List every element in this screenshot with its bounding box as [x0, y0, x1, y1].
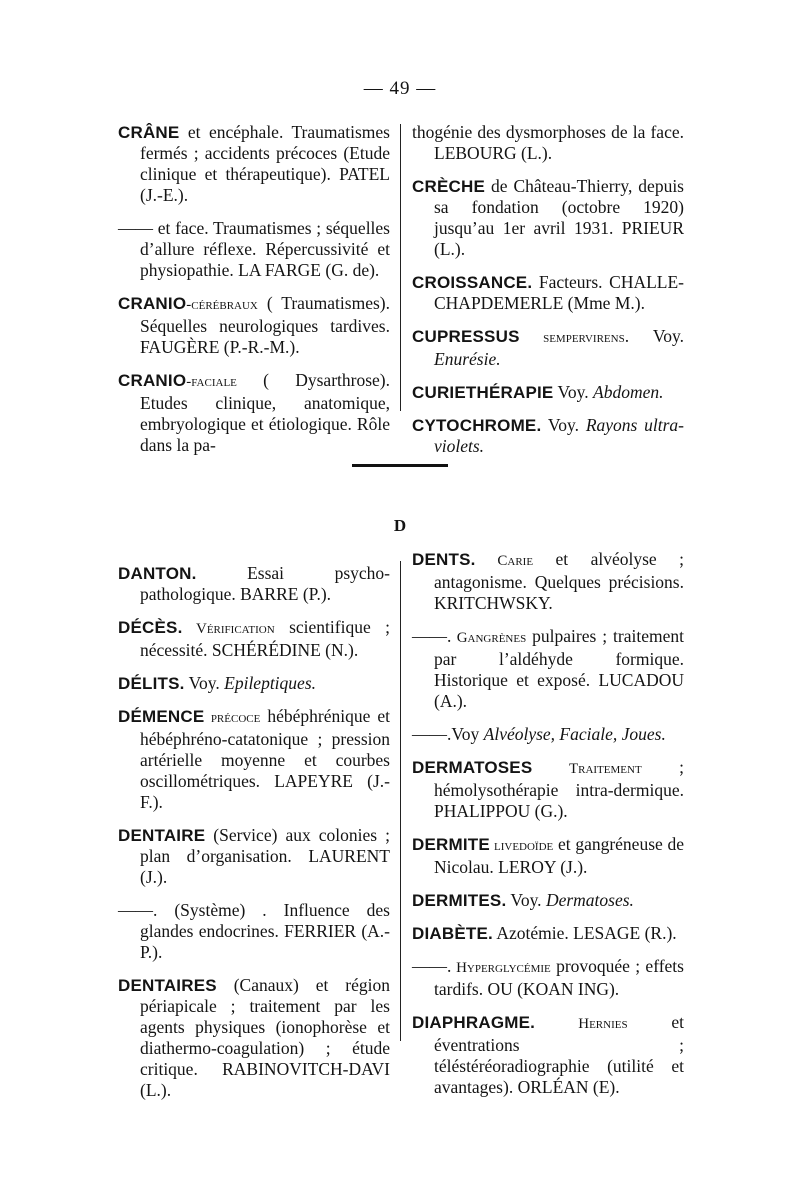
index-entry	[412, 834, 684, 878]
entry-heading: CRÂNE	[118, 123, 180, 142]
index-entry	[118, 122, 390, 206]
entry-subheading: Traitement	[532, 761, 642, 777]
entry-subheading: Carie	[475, 553, 534, 569]
entry-heading: DIAPHRAGME.	[412, 1013, 536, 1032]
index-entry	[118, 617, 390, 661]
entry-heading: CRÈCHE	[412, 177, 485, 196]
entry-crossref: Epileptiques.	[224, 673, 316, 693]
index-entry	[412, 890, 684, 911]
entry-text: pulpaires ; traitement par l’aldéhyde formique. Historique et exposé. LUCADOU (A.).	[434, 626, 684, 711]
entry-heading: DÉMENCE	[118, 707, 205, 726]
entry-heading: CYTOCHROME.	[412, 416, 542, 435]
entry-heading: DENTAIRE	[118, 826, 206, 845]
entry-heading: DERMATOSES	[412, 758, 533, 777]
column-top-left	[118, 122, 390, 468]
entry-heading: DANTON.	[118, 564, 197, 583]
index-entry	[412, 272, 684, 314]
entry-text: ; hémolysothérapie intra-dermique. PHALIPPOU (G.).	[434, 757, 684, 821]
index-entry	[412, 724, 684, 745]
entry-text: ( Traumatismes). Séquelles neurologiques tardives. FAUGÈRE (P.-R.-M.).	[140, 293, 390, 357]
entry-text: Voy.	[553, 382, 594, 402]
index-entry	[118, 218, 390, 281]
entry-text: et gangréneuse de Nicolau. LEROY (J.).	[434, 834, 685, 877]
entry-text: Facteurs. CHALLE-CHAPDEMERLE (Mme M.).	[434, 272, 684, 313]
entry-text: Voy.	[184, 673, 225, 693]
entry-subheading: -faciale	[186, 374, 237, 390]
entry-crossref: Dermatoses.	[545, 890, 634, 910]
entry-text: —— et face. Traumatismes ; séquelles d’allure réflexe. Répercussivité et physiopathie. LA FARGE (G. de).	[118, 218, 390, 280]
entry-crossref: Alvéolyse, Faciale, Joues.	[483, 724, 666, 744]
entry-text: ( Dysarthrose). Etudes clinique, anatomique, embryologique et étiologique. Rôle dans la pa-	[140, 370, 390, 455]
entry-text: et encéphale. Traumatismes fermés ; accidents précoces (Etude clinique et thérapeutique). PATEL (J.-E.).	[140, 122, 390, 205]
column-top-right	[412, 122, 684, 469]
entry-text: ——.Voy	[412, 724, 484, 744]
section-letter: D	[393, 516, 407, 535]
entry-heading: DENTAIRES	[118, 976, 217, 995]
column-bottom-left	[118, 563, 390, 1113]
index-entry	[118, 706, 390, 813]
index-entry	[412, 122, 684, 164]
index-entry	[412, 549, 684, 614]
entry-text: ——.	[412, 956, 452, 976]
column-divider-top	[400, 124, 401, 411]
entry-text: (Canaux) et région périapicale ; traitement par les agents physiques (ionophorèse et diathermo-coagulation) ; étude critique. RABINOVITCH-DAVI (L.).	[140, 975, 390, 1100]
index-entry	[412, 415, 684, 457]
index-entry	[412, 176, 684, 260]
index-entry	[118, 370, 390, 456]
entry-subheading: Hernies	[535, 1016, 628, 1032]
entry-heading: DERMITES.	[412, 891, 507, 910]
index-entry	[412, 956, 684, 1000]
index-entry	[118, 563, 390, 605]
index-entry	[412, 626, 684, 712]
index-entry	[412, 326, 684, 370]
entry-heading: CRANIO	[118, 294, 187, 313]
entry-heading: DÉLITS.	[118, 674, 185, 693]
index-entry	[118, 293, 390, 358]
entry-text: de Château-Thierry, depuis sa fondation (octobre 1920) jusqu’au 1er avril 1931. PRIEUR (L.).	[434, 176, 684, 259]
entry-heading: CRANIO	[118, 371, 187, 390]
entry-text: scientifique ; nécessité. SCHÉRÉDINE (N.).	[140, 617, 390, 660]
entry-text: ——. (Système) . Influence des glandes endocrines. FERRIER (A.-P.).	[118, 900, 390, 962]
entry-subheading: Vérification	[182, 621, 275, 637]
entry-heading: CURIETHÉRAPIE	[412, 383, 554, 402]
entry-crossref: Abdomen.	[593, 382, 664, 402]
entry-subheading: Gangrènes	[451, 630, 527, 646]
entry-heading: CUPRESSUS	[412, 327, 520, 346]
entry-heading: DENTS.	[412, 550, 476, 569]
entry-text: provoquée ; effets tardifs. OU (KOAN ING).	[434, 956, 684, 999]
column-bottom-right	[412, 549, 684, 1110]
entry-heading: CROISSANCE.	[412, 273, 533, 292]
entry-text: ——.	[412, 626, 452, 646]
entry-heading: DERMITE	[412, 835, 490, 854]
entry-crossref: Enurésie.	[434, 349, 501, 369]
entry-text: et alvéolyse ; antagonisme. Quelques précisions. KRITCHWSKY.	[434, 549, 684, 613]
entry-subheading: Hyperglycémie	[451, 960, 551, 976]
index-entry	[118, 673, 390, 694]
index-entry	[118, 825, 390, 888]
entry-crossref: Rayons ultra-violets.	[434, 415, 684, 456]
entry-subheading: -cérébraux	[186, 297, 258, 313]
index-entry	[412, 757, 684, 822]
index-entry	[118, 975, 390, 1101]
entry-text: thogénie des dysmorphoses de la face. LEBOURG (L.).	[412, 122, 684, 163]
entry-subheading: sempervirens	[519, 330, 625, 346]
index-entry	[118, 900, 390, 963]
entry-text: hébéphrénique et hébéphréno-catatonique ; pression artérielle moyenne et courbes oscillométriques. LAPEYRE (J.-F.).	[140, 706, 390, 812]
entry-subheading: livedoïde	[489, 838, 554, 854]
entry-text: Voy.	[506, 890, 546, 910]
entry-text: Essai psycho-pathologique. BARRE (P.).	[140, 563, 390, 604]
entry-text: (Service) aux colonies ; plan d’organisation. LAURENT (J.).	[140, 825, 390, 887]
entry-heading: DÉCÈS.	[118, 618, 183, 637]
page-number: — 49 —	[363, 78, 437, 99]
entry-text: . Voy.	[624, 326, 684, 346]
entry-text: Voy.	[541, 415, 586, 435]
entry-text: et éventrations ; téléstéréoradiographie (utilité et avantages). ORLÉAN (E).	[434, 1012, 684, 1097]
entry-text: Azotémie. LESAGE (R.).	[492, 923, 677, 943]
entry-heading: DIABÈTE.	[412, 924, 493, 943]
column-divider-bottom	[400, 561, 401, 1041]
index-entry	[412, 923, 684, 944]
index-entry	[412, 382, 684, 403]
index-entry	[412, 1012, 684, 1098]
entry-subheading: précoce	[204, 710, 261, 726]
